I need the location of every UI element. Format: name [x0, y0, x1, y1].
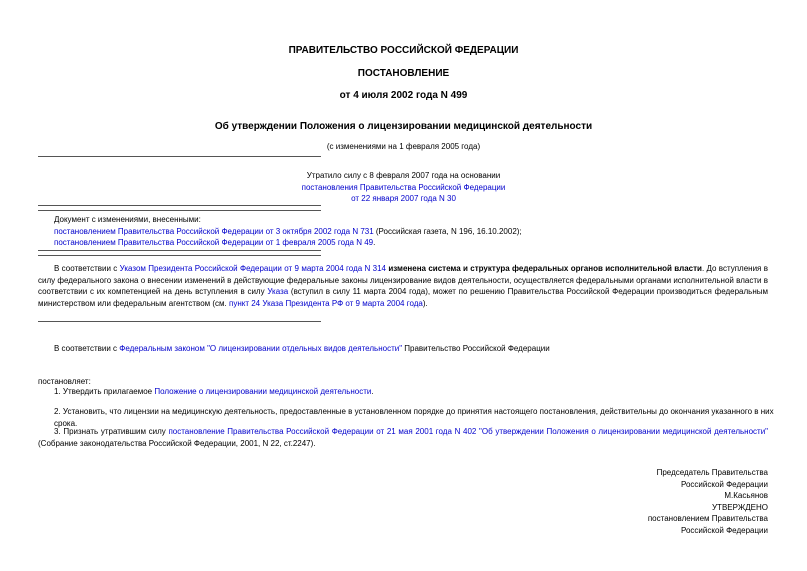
item-3: 3. Признать утратившим силу постановление Правительства Российской Федерации от 21 мая 2001 года N 402 "Об утверждении Положения о лицензировании медицинской деятельности" (Собрание законодательства Российской Федерации, 2001, N 22, ст.2247). [38, 427, 769, 448]
regulation-link[interactable]: Положение о лицензировании медицинской деятельности [154, 387, 372, 396]
item-2: 2. Установить, что лицензии на медицинскую деятельность, предоставленные в установленном порядке до принятия настоящего постановления, действительны до окончания указанного в них срока. [54, 407, 774, 428]
approved-by: постановлением Правительства [647, 514, 768, 523]
divider [38, 210, 321, 211]
divider [38, 250, 321, 251]
expired-notice [0, 170, 807, 205]
resolution-402-link[interactable]: постановление Правительства Российской Федерации от 21 мая 2001 года N 402 "Об утверждении Положения о лицензировании медицинской деятельности" [168, 427, 769, 436]
decree-point-24-link[interactable]: пункт 24 Указа Президента РФ от 9 марта 2004 года [229, 298, 423, 308]
decree-link[interactable]: Указа [267, 287, 289, 296]
amendment-item: постановлением Правительства Российской Федерации от 3 октября 2002 года N 731 (Российская газета, N 196, 16.10.2002); [54, 226, 522, 236]
signature-name: М.Касьянов [724, 491, 768, 500]
preamble: В соответствии с Федеральным законом "О лицензировании отдельных видов деятельности" Правительство Российской Федерации [54, 344, 550, 353]
decree-314-link[interactable]: Указом Президента Российской Федерации от 9 марта 2004 года N 314 [119, 264, 387, 273]
item-1: 1. Утвердить прилагаемое Положение о лицензировании медицинской деятельности. [54, 387, 374, 396]
signature-org: Российской Федерации [681, 479, 768, 489]
resolves: постановляет: [38, 377, 91, 386]
expired-link-2[interactable]: от 22 января 2007 года N 30 [351, 194, 456, 203]
divider [38, 156, 321, 157]
reorganisation-note: В соответствии с Указом Президента Российской Федерации от 9 марта 2004 года N 314 изменена система и структура федеральных органов исполнительной власти. До вступления в силу федерального закона о внесении изменений в действующие федеральные законы лицензирование видов деятельности, осуществляется федеральными органами исполнительной власти в соответствии с их компетенцией на день вступления в силу Указа (вступил в силу 11 марта 2004 года), может по решению Правительства Российской Федерации производиться федеральным министерством или федеральным агентством (см. пункт 24 Указа Президента РФ от 9 марта 2004 года). [38, 264, 768, 308]
amendment-link[interactable]: постановлением Правительства Российской Федерации от 3 октября 2002 года N 731 [54, 226, 374, 236]
divider [38, 255, 321, 256]
federal-law-link[interactable]: Федеральным законом "О лицензировании отдельных видов деятельности" [119, 344, 403, 353]
signature-block [648, 467, 768, 536]
approved-org: Российской Федерации [681, 525, 768, 535]
amendments-block [54, 214, 774, 249]
amendment-item: постановлением Правительства Российской Федерации от 1 февраля 2005 года N 49. [54, 238, 376, 247]
divider [38, 205, 321, 206]
expired-link-1[interactable]: постановления Правительства Российской Федерации [301, 182, 506, 192]
document-date-number: от 4 июля 2002 года N 499 [339, 90, 468, 101]
document-title: Об утверждении Положения о лицензировании медицинской деятельности [214, 121, 593, 132]
expired-text: Утратило силу с 8 февраля 2007 года на основании [306, 171, 501, 180]
government-title: ПРАВИТЕЛЬСТВО РОССИЙСКОЙ ФЕДЕРАЦИИ [288, 45, 519, 56]
divider [38, 321, 321, 322]
edition-note: (с изменениями на 1 февраля 2005 года) [326, 142, 481, 151]
document-type: ПОСТАНОВЛЕНИЕ [357, 68, 450, 79]
approved-label: УТВЕРЖДЕНО [711, 502, 768, 512]
amendment-link[interactable]: постановлением Правительства Российской Федерации от 1 февраля 2005 года N 49 [54, 238, 374, 247]
amendments-intro: Документ с изменениями, внесенными: [54, 215, 201, 224]
signature-position: Председатель Правительства [656, 468, 768, 477]
